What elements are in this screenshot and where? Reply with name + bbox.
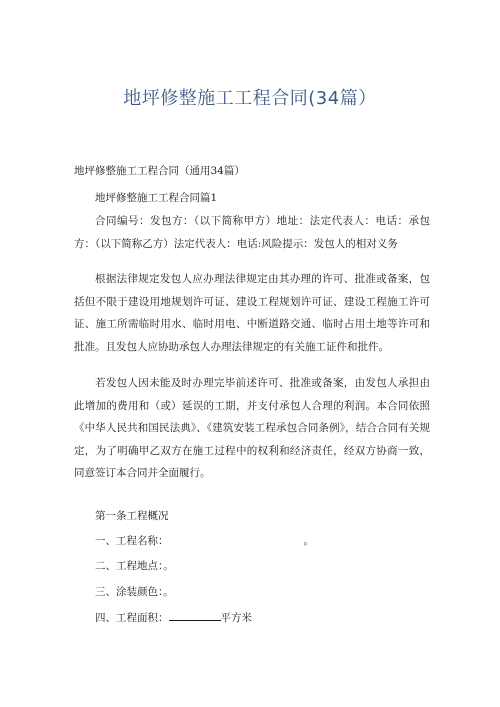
item-project-area-label: 四、工程面积： [95, 612, 169, 624]
article-1-heading: 第一条工程概况 [95, 510, 169, 522]
paragraph-permits: 根据法律规定发包人应办理法律规定由其办理的许可、批准或备案，包括但不限于建设用地规划许可证、建设工程规划许可证、建设工程施工许可证、施工所需临时用水、临时用电、中断道路交通、临时占用土地等许可和批准。且发包人应协助承包人办理法律规定的有关施工证件和批件。 [74, 273, 430, 353]
item-project-name [95, 530, 451, 553]
item-project-area [95, 607, 451, 630]
document-subtitle: 地坪修整施工工程合同（通用34篇） [74, 165, 245, 177]
paragraph-obligations: 若发包人因未能及时办理完毕前述许可、批准或备案，由发包人承担由此增加的费用和（或）延误的工期，并支付承包人合理的利润。本合同依照《中华人民共和国民法典》、《建筑安装工程承包合同条例》，结合合同有关规定，为了明确甲乙双方在施工过程中的权利和经济责任，经双方协商一致，同意签订本合同并全面履行。 [74, 377, 430, 479]
section-heading: 地坪修整施工工程合同篇1 [95, 192, 218, 204]
area-blank-line [169, 608, 221, 621]
item-project-name-end: 。 [303, 535, 314, 547]
item-coating-color: 三、涂装颜色：。 [95, 586, 174, 598]
intro-paragraph: 合同编号：发包方：（以下简称甲方）地址：法定代表人：电话：承包方：（以下简称乙方）法定代表人：电话:风险提示：发包人的相对义务 [74, 215, 430, 250]
document-title: 地坪修整施工工程合同(34篇） [123, 88, 377, 109]
item-project-area-unit: 平方米 [220, 612, 252, 624]
item-project-location: 二、工程地点：。 [95, 560, 174, 572]
item-project-name-label: 一、工程名称： [95, 535, 169, 547]
